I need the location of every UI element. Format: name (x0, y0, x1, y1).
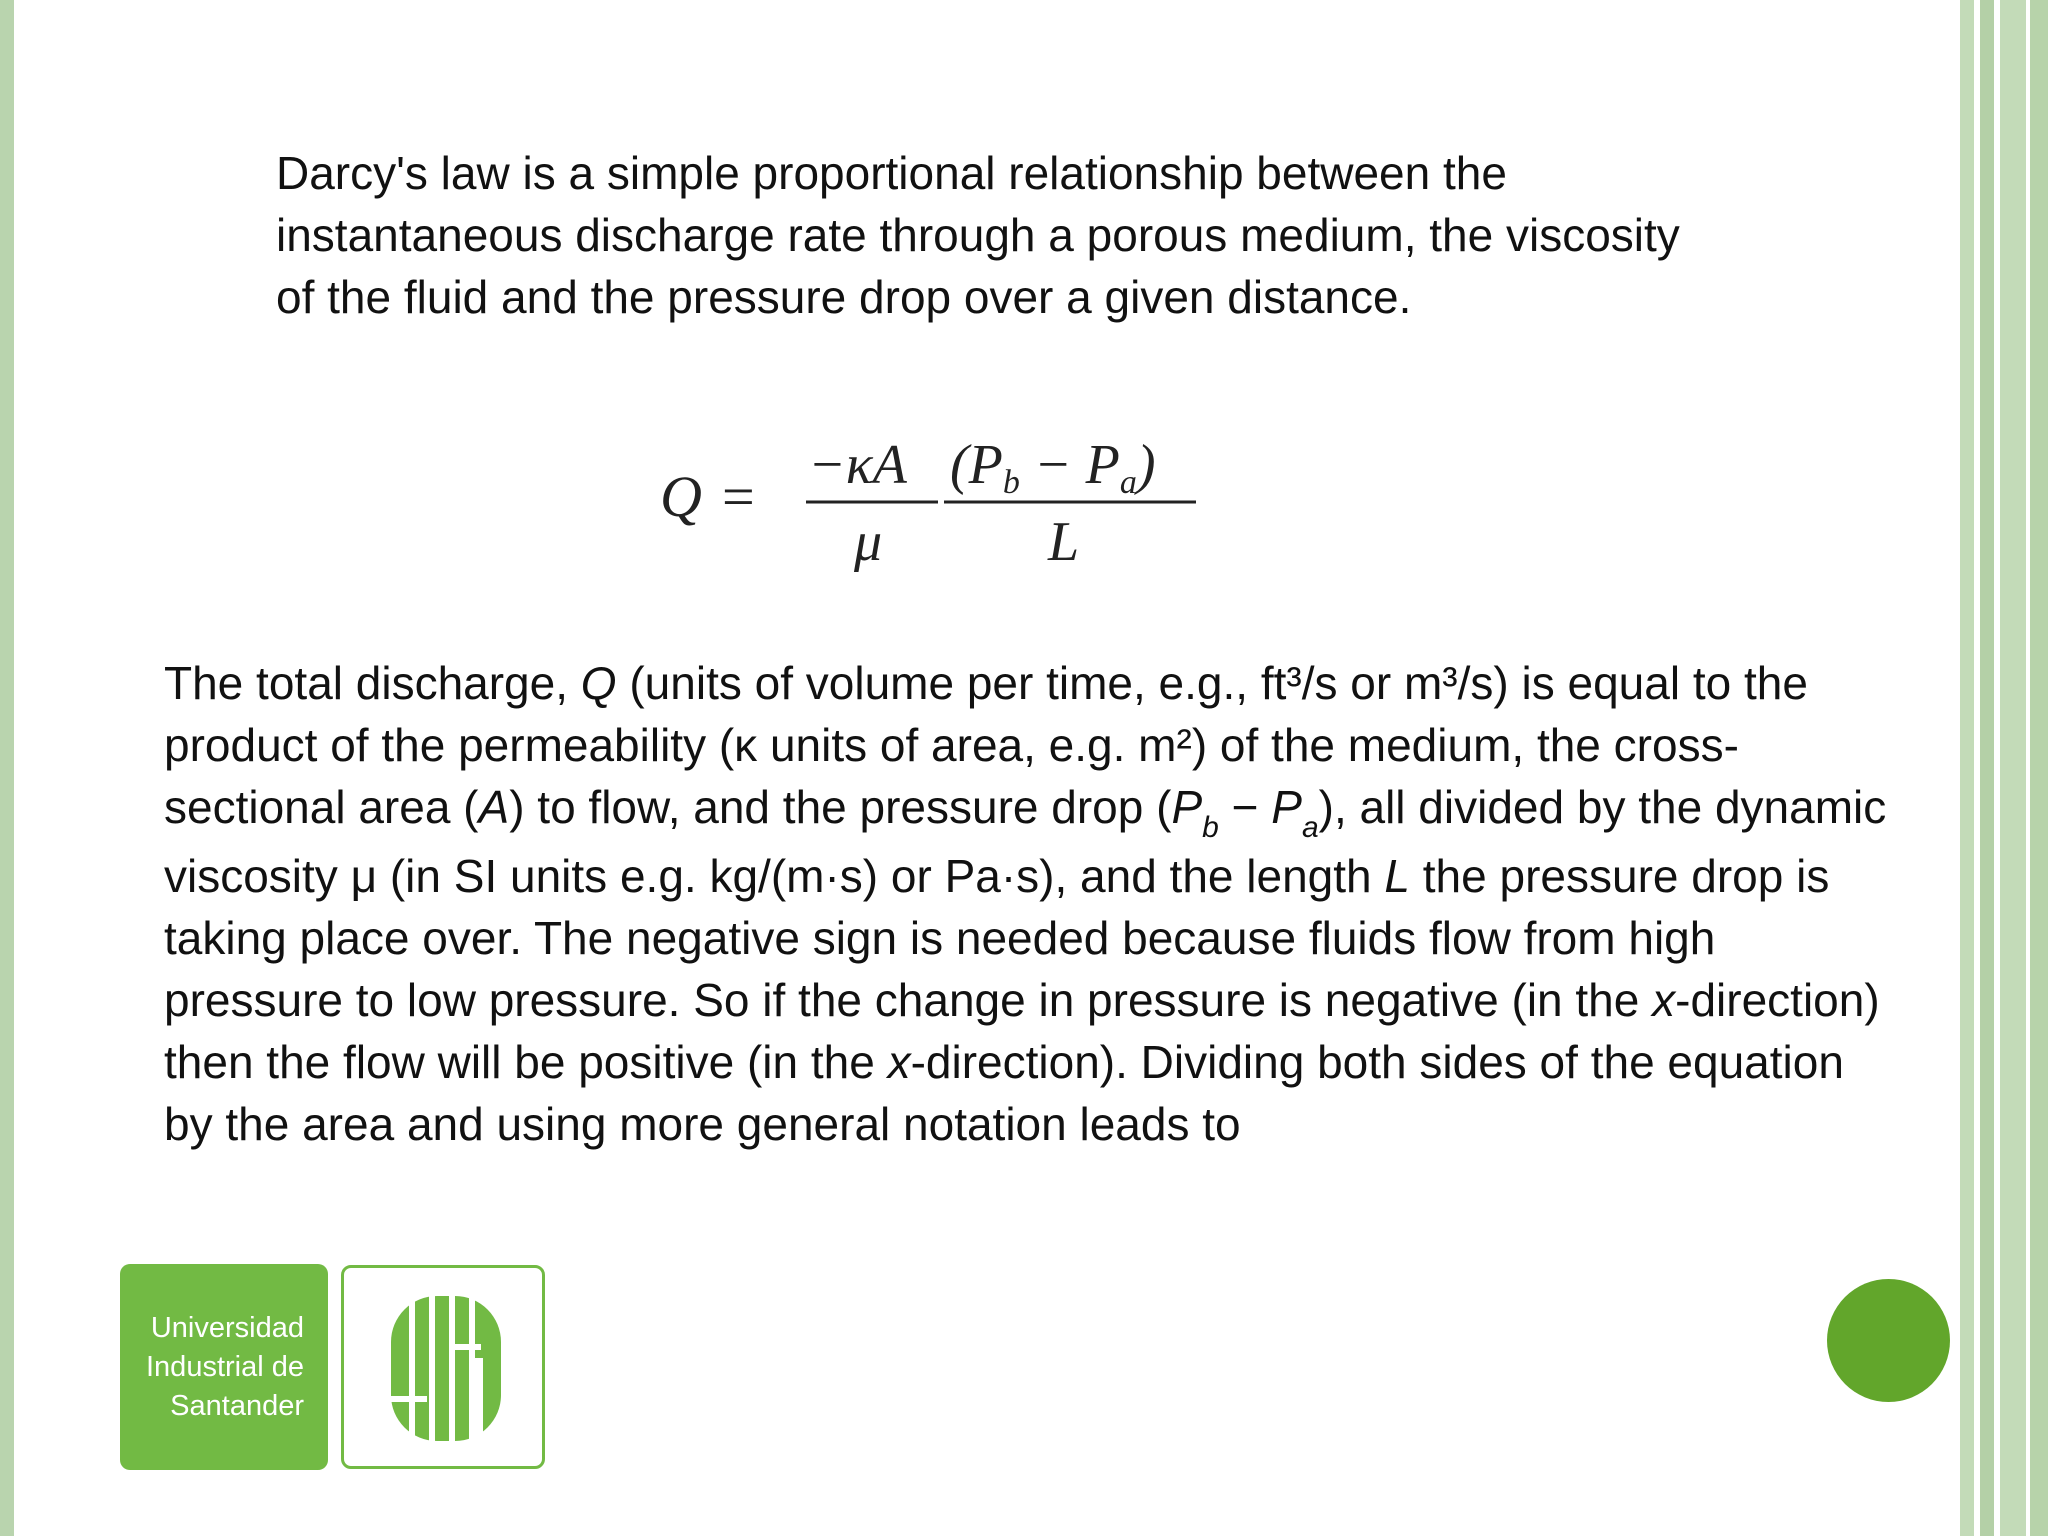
right-border-stripe (2000, 0, 2048, 1536)
uis-monogram-icon (391, 1296, 501, 1441)
left-border-stripe (0, 0, 22, 1536)
formula-denominator-2: L (1048, 511, 1080, 573)
formula-numerator-1: −κA (808, 434, 907, 496)
right-border-stripe (1980, 0, 1994, 1536)
q-variable: Q (580, 657, 617, 709)
formula-denominator-1: μ (854, 511, 883, 573)
uis-logo-mark (341, 1265, 545, 1469)
l-variable: L (1384, 850, 1410, 902)
formula-numerator-2: (Pb − Pa) (950, 434, 1156, 501)
intro-paragraph: Darcy's law is a simple proportional relationship between the instantaneous discharge rate through a porous medium, the viscosity of the fluid and the pressure drop over a given distance. (276, 147, 1680, 323)
right-border-stripe (1960, 0, 1974, 1536)
a-variable: A (478, 781, 510, 833)
formula-equals: = (722, 464, 755, 529)
university-name-logo: Universidad Industrial de Santander (120, 1264, 328, 1470)
decorative-circle (1827, 1279, 1950, 1402)
darcy-law-formula (660, 425, 1220, 585)
formula-lhs: Q (660, 464, 702, 529)
body-paragraph: The total discharge, Q (units of volume per time, e.g., ft³/s or m³/s) is equal to the product of the permeability (κ units of area, e.g. m²) of the medium, the cross-sectional area (A) to flow, and the pressure drop $(P_b - P_a)$, all divided by the dynamic viscosity μ (in SI units e.g. kg/(m·s) or Pa·s), and the length L the pressure drop is taking place over. The negative sign is needed because fluids flow from high pressure to low pressure. So if the change in pressure is negative (in the x-direction) then the flow will be positive (in the x-direction). Dividing both sides of the equation by the area and using more general notation leads to (164, 657, 1887, 1150)
